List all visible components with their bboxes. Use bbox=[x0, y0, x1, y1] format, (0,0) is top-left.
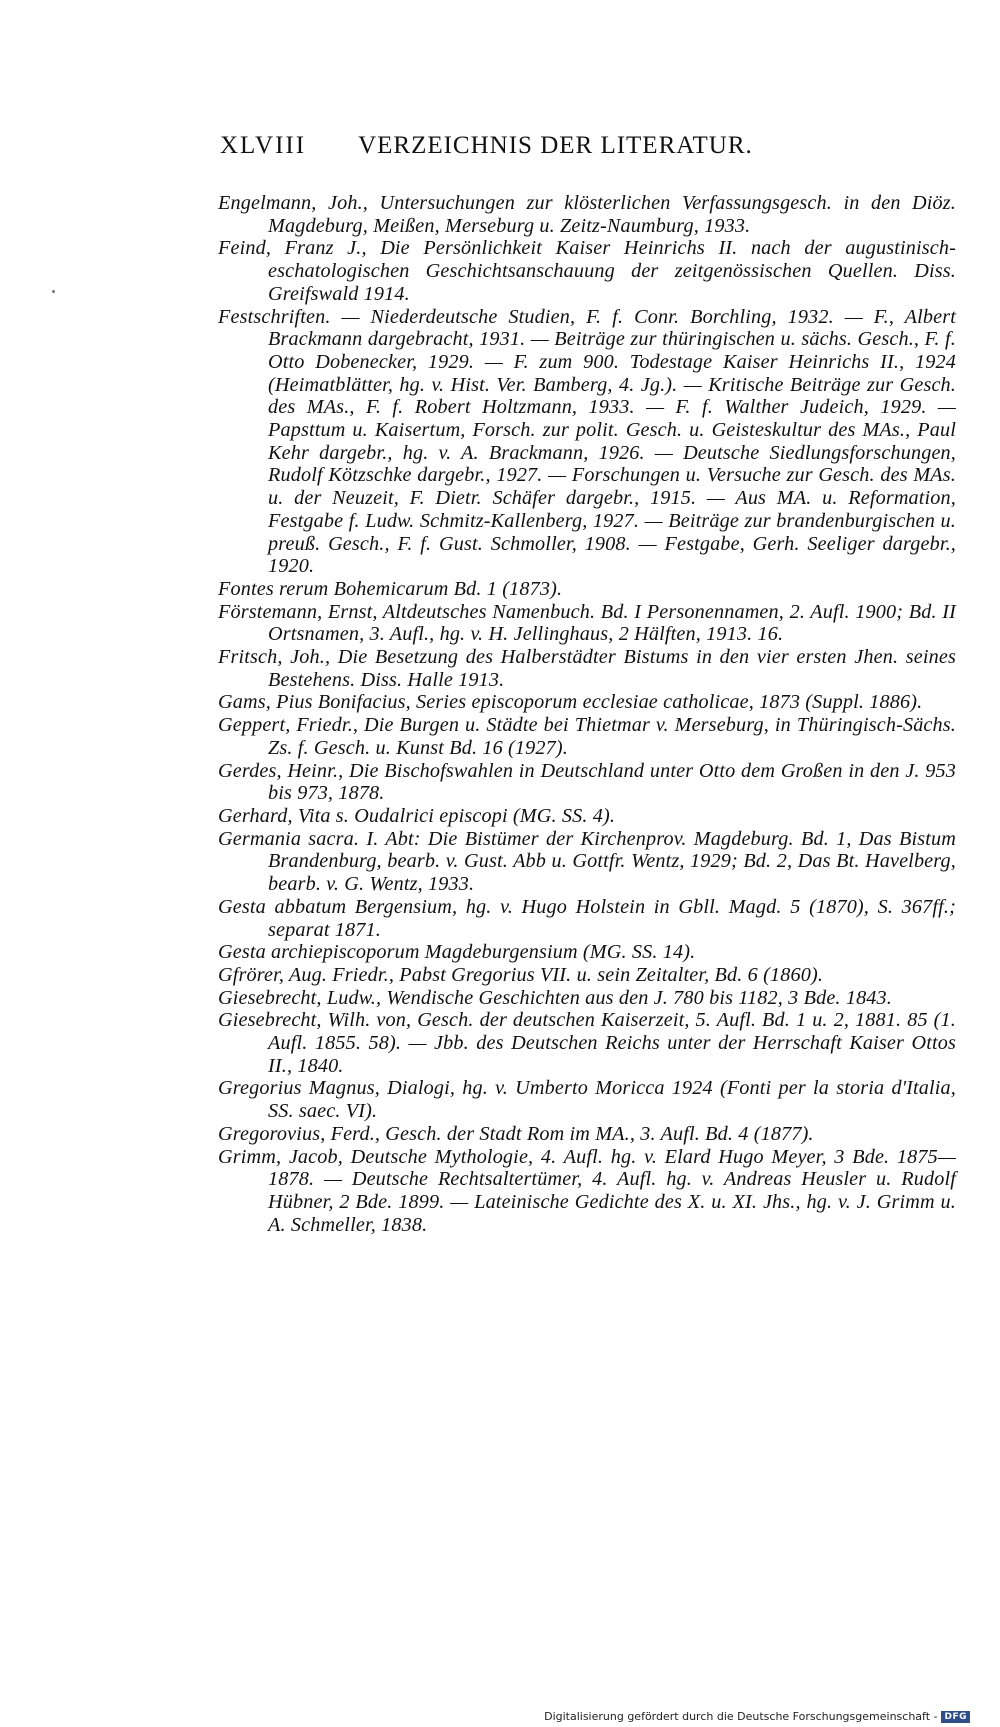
bibliography-entry: Gesta archiepiscoporum Magdeburgensium (MG. SS. 14). bbox=[218, 941, 696, 964]
bibliography-entry: Gerdes, Heinr., Die Bischofswahlen in Deutschland unter Otto dem Großen in den J. 953 bis 973, 1878. bbox=[218, 759, 956, 805]
bibliography-entry: Grimm, Jacob, Deutsche Mythologie, 4. Aufl. hg. v. Elard Hugo Meyer, 3 Bde. 1875—1878. — Deutsche Rechtsaltertümer, 4. Aufl. hg. v. Andreas Heusler u. Rudolf Hübner, 2 Bde. 1899. — Lateinische Gedichte des X. u. XI. Jhs., hg. v. J. Grimm u. A. Schmeller, 1838. bbox=[218, 1145, 956, 1236]
scan-speck bbox=[52, 290, 55, 293]
bibliography-entry: Giesebrecht, Wilh. von, Gesch. der deutschen Kaiserzeit, 5. Aufl. Bd. 1 u. 2, 1881. 85 (1. Aufl. 1855. 58). — Jbb. des Deutschen Reichs unter der Herrschaft Kaiser Ottos II., 1840. bbox=[218, 1009, 956, 1077]
page-number: XLVIII bbox=[220, 132, 307, 159]
bibliography-entry: Gams, Pius Bonifacius, Series episcoporum ecclesiae catholicae, 1873 (Suppl. 1886). bbox=[218, 691, 923, 714]
footer-text: Digitalisierung gefördert durch die Deutsche Forschungsgemeinschaft - bbox=[544, 1710, 938, 1723]
digitization-footer bbox=[544, 1710, 970, 1723]
bibliography-entry: Förstemann, Ernst, Altdeutsches Namenbuch. Bd. I Personennamen, 2. Aufl. 1900; Bd. II Ortsnamen, 3. Aufl., hg. v. H. Jellinghaus, 2 Hälften, 1913. 16. bbox=[218, 600, 956, 646]
bibliography-entry: Engelmann, Joh., Untersuchungen zur klösterlichen Verfassungsgesch. in den Diöz. Magdeburg, Meißen, Merseburg u. Zeitz-Naumburg, 1933. bbox=[218, 192, 956, 237]
bibliography-entry: Giesebrecht, Ludw., Wendische Geschichten aus den J. 780 bis 1182, 3 Bde. 1843. bbox=[218, 986, 892, 1009]
bibliography-entry: Gfrörer, Aug. Friedr., Pabst Gregorius VII. u. sein Zeitalter, Bd. 6 (1860). bbox=[218, 963, 824, 986]
bibliography-entry: Gesta abbatum Bergensium, hg. v. Hugo Holstein in Gbll. Magd. 5 (1870), S. 367ff.; separat 1871. bbox=[218, 895, 956, 941]
bibliography-entry: Gerhard, Vita s. Oudalrici episcopi (MG. SS. 4). bbox=[218, 804, 616, 827]
bibliography-entry: Fritsch, Joh., Die Besetzung des Halberstädter Bistums in den vier ersten Jhen. seines Bestehens. Diss. Halle 1913. bbox=[218, 646, 956, 691]
bibliography-entry: Festschriften. — Niederdeutsche Studien, F. f. Conr. Borchling, 1932. — F., Albert Brackmann dargebracht, 1931. — Beiträge zur thüringischen u. sächs. Gesch., F. f. Otto Dobenecker, 1929. — F. zum 900. Todestage Kaiser Heinrichs II., 1924 (Heimatblätter, hg. v. Hist. Ver. Bamberg, 4. Jg.). — Kritische Beiträge zur Gesch. des MAs., F. f. Robert Holtzmann, 1933. — F. f. Walther Judeich, 1929. — Papsttum u. Kaisertum, Forsch. zur polit. Gesch. u. Geisteskultur des MAs., Paul Kehr dargebr., hg. v. A. Brackmann, 1926. — Deutsche Siedlungsforschungen, Rudolf Kötzschke dargebr., 1927. — Forschungen u. Versuche zur Gesch. des MAs. u. der Neuzeit, F. Dietr. Schäfer dargebr., 1915. — Aus MA. u. Reformation, Festgabe f. Ludw. Schmitz-Kallenberg, 1927. — Beiträge zur brandenburgischen u. preuß. Gesch., F. f. Gust. Schmoller, 1908. — Festgabe, Gerh. Seeliger dargebr., 1920. bbox=[218, 305, 956, 578]
bibliography-entry: Geppert, Friedr., Die Burgen u. Städte bei Thietmar v. Merseburg, in Thüringisch-Sächs. Zs. f. Gesch. u. Kunst Bd. 16 (1927). bbox=[218, 714, 956, 759]
bibliography-entry: Gregorovius, Ferd., Gesch. der Stadt Rom im MA., 3. Aufl. Bd. 4 (1877). bbox=[218, 1122, 814, 1145]
bibliography-entry: Germania sacra. I. Abt: Die Bistümer der Kirchenprov. Magdeburg. Bd. 1, Das Bistum Brandenburg, bearb. v. Gust. Abb u. Gottfr. Wentz, 1929; Bd. 2, Das Bt. Havelberg, bearb. v. G. Wentz, 1933. bbox=[218, 827, 956, 896]
bibliography-list bbox=[218, 192, 956, 1236]
bibliography-entry: Fontes rerum Bohemicarum Bd. 1 (1873). bbox=[218, 577, 563, 600]
page-title: VERZEICHNIS DER LITERATUR. bbox=[358, 132, 753, 159]
running-header bbox=[220, 132, 800, 160]
dfg-logo-icon: DFG bbox=[941, 1711, 970, 1723]
bibliography-entry: Feind, Franz J., Die Persönlichkeit Kaiser Heinrichs II. nach der augustinisch-eschatologischen Geschichtsanschauung der zeitgenössischen Quellen. Diss. Greifswald 1914. bbox=[218, 237, 956, 305]
bibliography-entry: Gregorius Magnus, Dialogi, hg. v. Umberto Moricca 1924 (Fonti per la storia d'Italia, SS. saec. VI). bbox=[218, 1077, 956, 1123]
